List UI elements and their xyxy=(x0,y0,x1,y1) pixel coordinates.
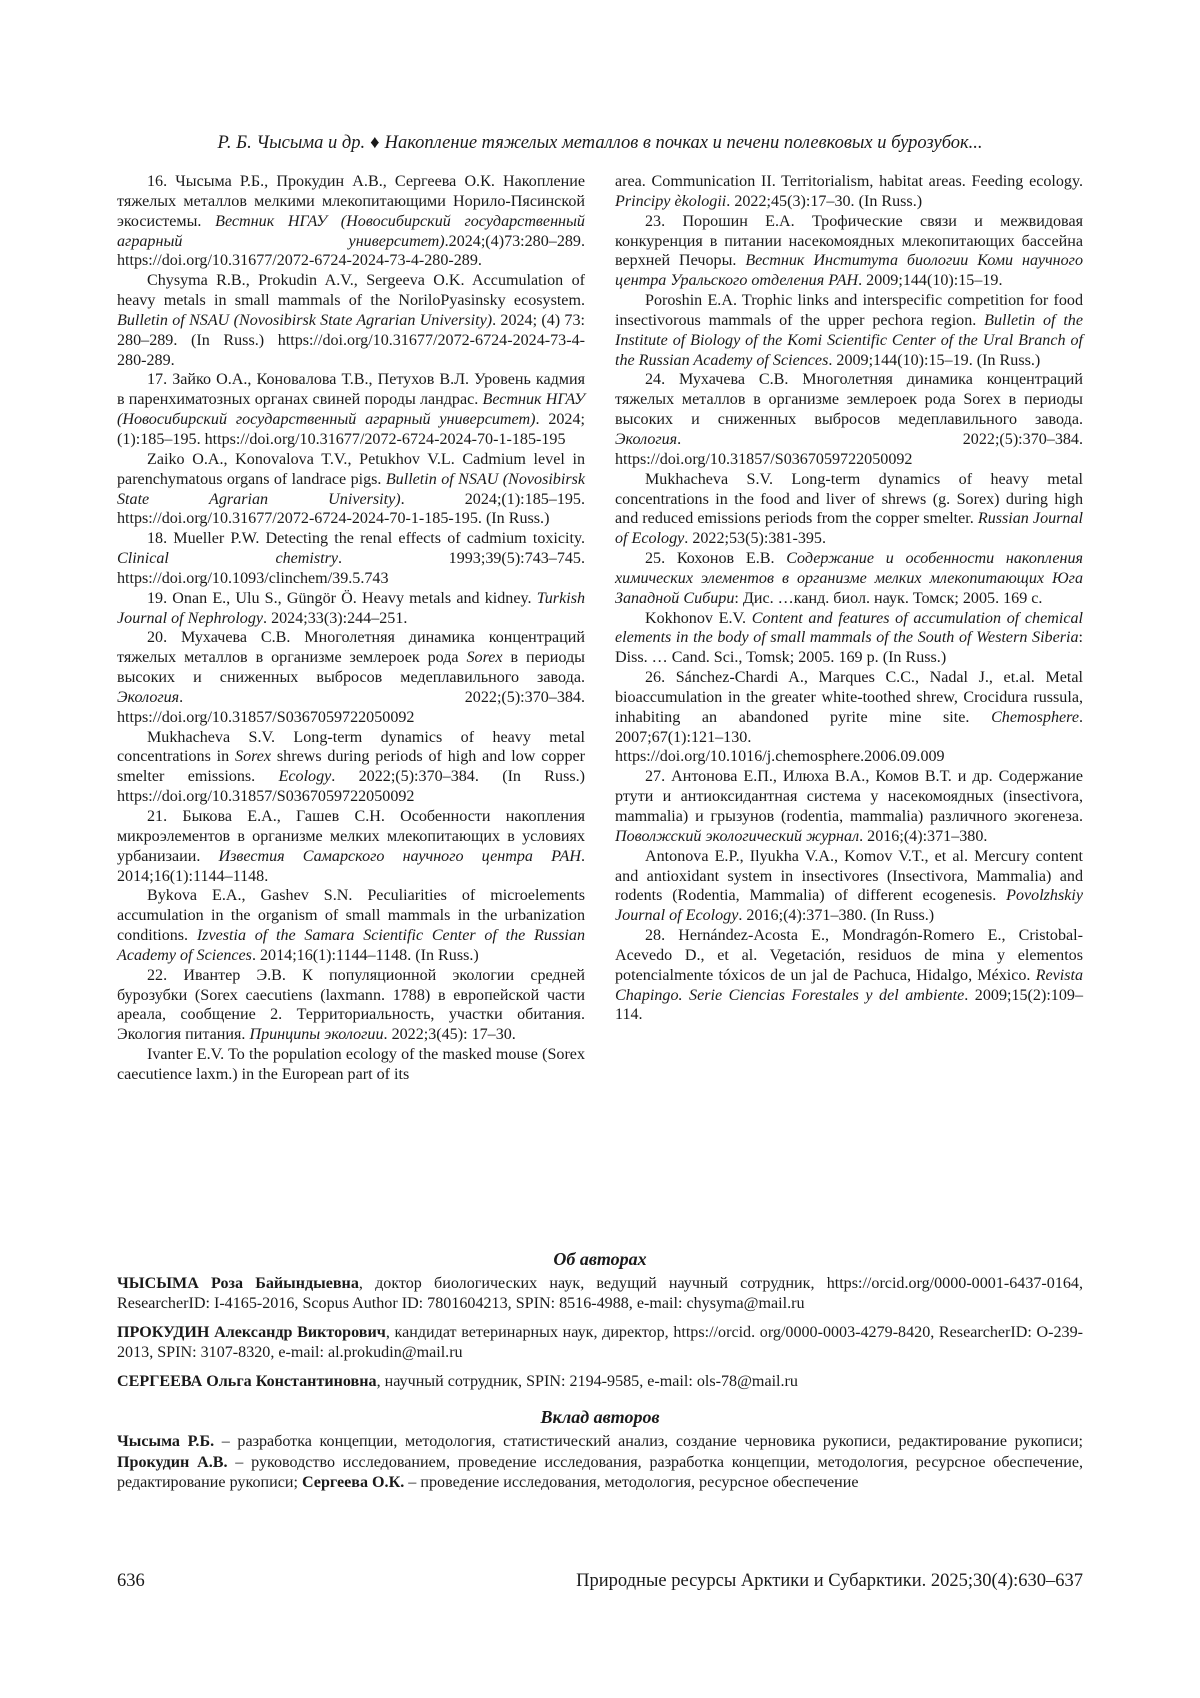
reference-text: . 2014;16(1):1144–1148. xyxy=(117,847,585,885)
contributor-name: Чысыма Р.Б. xyxy=(117,1433,215,1450)
author-contributions-text xyxy=(117,1432,1083,1494)
page-number: 636 xyxy=(117,1571,145,1591)
running-head-authors: Р. Б. Чысыма и др. xyxy=(217,133,366,153)
reference-entry xyxy=(615,470,1083,549)
reference-entry xyxy=(615,609,1083,669)
reference-text: . 2024;(1):185–195. https://doi.org/10.31677/2072-6724-2024-70-1-185-195 xyxy=(117,411,585,448)
reference-text: Zaiko O.A., Konovalova T.V., Petukhov V.L. Cadmium level in parenchymatous organs of landrace pigs. xyxy=(117,450,585,488)
reference-text: 28. Hernández-Acosta E., Mondragón-Romero E., Cristobal-Acevedo D., et al. Vegetación, residuos de mina y elementos potencialmente tóxicos de un jal de Pachuca, Hidalgo, México. xyxy=(615,927,1083,984)
reference-text: 17. Зайко О.А., Коновалова Т.В., Петухов В.Л. Уровень кадмия в паренхиматозных органах свиней породы ландрас. xyxy=(117,371,585,409)
contributor-name: Сергеева О.К. xyxy=(301,1474,405,1491)
reference-source-title: Вестник Института биологии Коми научного центра Уральского отделения РАН xyxy=(615,252,1083,290)
reference-text: . 2024;33(3):244–251. xyxy=(263,609,408,627)
reference-entry xyxy=(615,847,1083,926)
author-details: , доктор биологических наук, ведущий научный сотрудник, https://orcid.org/0000-0001-6437-0164, ResearcherID: I-4165-2016, Scopus Author ID: 7801604213, SPIN: 8516-4988, e-mail: chysyma@mail.ru xyxy=(117,1275,1083,1312)
reference-entry xyxy=(117,450,585,529)
reference-entry xyxy=(117,728,585,807)
about-authors-heading: Об авторах xyxy=(553,1249,647,1269)
reference-source-title: Bulletin of NSAU (Novosibirsk State Agrarian University) xyxy=(117,311,493,329)
reference-text: . 2007;67(1):121–130. https://doi.org/10.1016/j.chemosphere.2006.09.009 xyxy=(615,708,1083,766)
reference-text: . 2009;144(10):15–19. xyxy=(858,272,1003,290)
reference-text: : Дис. …канд. биол. наук. Томск; 2005. 169 с. xyxy=(734,589,1043,607)
author-entry xyxy=(117,1274,1083,1314)
reference-source-title: Bulletin of the Institute of Biology of the Komi Scientific Center of the Ural Branch of the Russian Academy of Sciences xyxy=(615,311,1083,369)
reference-entry xyxy=(117,628,585,727)
reference-text: 26. Sánchez-Chardi A., Marques C.C., Nadal J., et.al. Metal bioaccumulation in the greater white-toothed shrew, Crocidura russula, inhabiting an abandoned pyrite mine site. xyxy=(615,669,1083,726)
reference-text: . 2014;16(1):1144–1148. (In Russ.) xyxy=(251,946,479,964)
reference-text: 23. Порошин Е.А. Трофические связи и межвидовая конкуренция в питании насекомоядных млекопитающих бассейна верхней Печоры. xyxy=(615,212,1083,270)
reference-text: .2024;(4)73:280–289. https://doi.org/10.31677/2072-6724-2024-73-4-280-289. xyxy=(117,232,585,270)
reference-text: 24. Мухачева С.В. Многолетняя динамика концентраций тяжелых металлов в организме землероек рода Sorex в периоды высоких и сниженных выбросов медеплавильного завода. xyxy=(615,371,1083,429)
author-name: ЧЫСЫМА Роза Байындыевна xyxy=(117,1275,359,1292)
reference-text: Mukhacheva S.V. Long-term dynamics of heavy metal concentrations in the food and liver of shrews (g. Sorex) during high and reduced emissions periods from the copper smelter. xyxy=(615,470,1083,528)
reference-source-title: Izvestia of the Samara Scientific Center of the Russian Academy of Sciences xyxy=(117,927,585,964)
reference-entry xyxy=(117,370,585,449)
reference-text: . 2022;(5):370–384. (In Russ.) https://doi.org/10.31857/S0367059722050092 xyxy=(117,768,585,806)
reference-source-title: Поволжский экологический журнал xyxy=(615,827,860,845)
reference-entry xyxy=(117,886,585,965)
diamond-separator-icon: ♦ xyxy=(370,133,380,153)
reference-entry xyxy=(615,172,1083,212)
contribution-description: – проведение исследования, методология, ресурсное обеспечение xyxy=(404,1474,859,1491)
reference-source-title: Chemosphere xyxy=(991,708,1079,726)
reference-text: . 2009;144(10):15–19. (In Russ.) xyxy=(828,351,1041,369)
reference-entry xyxy=(615,549,1083,609)
reference-text: . 2022;3(45): 17–30. xyxy=(383,1026,516,1044)
reference-source-title: Вестник НГАУ (Новосибирский государственный аграрный университет) xyxy=(117,391,585,429)
reference-text: 22. Ивантер Э.В. К популяционной экологии средней бурозубки (Sorex caecutiens (laxmann. 1788) в европейской части ареала, сообщение 2. Территориальность, участки обитания. Экология питания. xyxy=(117,966,585,1044)
reference-source-title: Povolzhskiy Journal of Ecology xyxy=(615,887,1083,925)
reference-text: . 2022;(5):370–384. https://doi.org/10.31857/S0367059722050092 xyxy=(615,430,1083,468)
author-entry xyxy=(117,1323,1083,1363)
reference-text: 20. Мухачева С.В. Многолетняя динамика концентраций тяжелых металлов в организме землероек рода xyxy=(117,629,585,667)
author-contributions-section xyxy=(117,1406,1083,1494)
reference-entry xyxy=(117,589,585,629)
reference-entry xyxy=(615,668,1083,767)
reference-text: в периоды высоких и сниженных выбросов медеплавильного завода. xyxy=(117,649,585,687)
references-left-column xyxy=(117,172,585,1085)
contribution-description: – разработка концепции, методология, статистический анализ, создание черновика рукописи, редактирование рукописи; xyxy=(214,1433,1084,1450)
reference-entry xyxy=(615,291,1083,370)
contributor-name: Прокудин А.В. xyxy=(117,1453,228,1471)
reference-source-title: Principy èkologii xyxy=(615,192,727,210)
reference-text: 21. Быкова Е.А., Гашев С.Н. Особенности накопления микроэлементов в организме мелких млекопитающих в условиях урбанизаии. xyxy=(117,808,585,865)
reference-text: 18. Mueller P.W. Detecting the renal effects of cadmium toxicity. xyxy=(147,530,585,548)
reference-source-title: Sorex xyxy=(466,649,503,667)
reference-source-title: Экология xyxy=(117,688,180,706)
reference-text: Mukhacheva S.V. Long-term dynamics of heavy metal concentrations in xyxy=(117,728,585,766)
author-name: СЕРГЕЕВА Ольга Константиновна xyxy=(117,1373,377,1390)
author-name: ПРОКУДИН Александр Викторович xyxy=(117,1324,386,1341)
reference-text: area. Communication II. Territorialism, habitat areas. Feeding ecology. xyxy=(615,173,1083,190)
reference-text: Bykova E.A., Gashev S.N. Peculiarities of microelements accumulation in the organism of small mammals in the urbanization conditions. xyxy=(117,887,585,945)
reference-text: . 2022;53(5):381-395. xyxy=(684,530,826,548)
author-details: , научный сотрудник, SPIN: 2194-9585, e-mail: ols-78@mail.ru xyxy=(376,1373,798,1390)
reference-entry xyxy=(615,767,1083,846)
reference-text: . 1993;39(5):743–745. https://doi.org/10.1093/clinchem/39.5.743 xyxy=(117,550,585,587)
reference-text: . 2024;(1):185–195. https://doi.org/10.31677/2072-6724-2024-70-1-185-195. (In Russ.) xyxy=(117,490,586,528)
reference-source-title: Clinical chemistry xyxy=(117,550,339,568)
reference-source-title: Известия Самарского научного центра РАН xyxy=(218,847,581,865)
reference-entry xyxy=(615,926,1083,1025)
author-entry xyxy=(117,1372,1083,1392)
reference-text: Poroshin E.A. Trophic links and interspecific competition for food insectivorous mammals of the upper pechora region. xyxy=(615,292,1083,329)
reference-text: 27. Антонова Е.П., Илюха В.А., Комов В.Т. и др. Содержание ртути и антиоксидантная система у насекомоядных (insectivora, mammalia) и грызунов (rodentia, mammalia) различного экогенеза. xyxy=(615,768,1083,825)
reference-source-title: Ecology xyxy=(278,768,332,786)
reference-source-title: Turkish Journal of Nephrology xyxy=(117,589,585,627)
reference-source-title: Bulletin of NSAU (Novosibirsk State Agrarian University) xyxy=(117,470,585,508)
reference-text: . 2022;45(3):17–30. (In Russ.) xyxy=(726,192,923,210)
reference-text: . 2022;(5):370–384. https://doi.org/10.31857/S0367059722050092 xyxy=(117,688,585,726)
reference-entry xyxy=(117,529,585,589)
author-details: , кандидат ветеринарных наук, директор, https://orcid. org/0000-0003-4279-8420, ResearcherID: O-239-2013, SPIN: 3107-8320, e-mail: al.prokudin@mail.ru xyxy=(117,1324,1083,1361)
reference-text: Ivanter E.V. To the population ecology of the masked mouse (Sorex caecutience laxm.) in the European part of its xyxy=(117,1046,585,1083)
reference-text: . 2016;(4):371–380. (In Russ.) xyxy=(738,907,935,925)
reference-text: . 2016;(4):371–380. xyxy=(859,827,988,845)
reference-source-title: Content and features of accumulation of chemical elements in the body of small mammals of the South of Western Siberia xyxy=(615,609,1083,647)
reference-text: 19. Onan E., Ulu S., Güngör Ö. Heavy metals and kidney. xyxy=(147,589,537,607)
reference-text: shrews during periods of high and low copper smelter emissions. xyxy=(117,748,585,786)
reference-text: : Diss. … Cand. Sci., Tomsk; 2005. 169 p. (In Russ.) xyxy=(615,629,1083,667)
reference-source-title: Вестник НГАУ (Новосибирский государственный аграрный университет) xyxy=(117,212,585,250)
running-head-title: Накопление тяжелых металлов в почках и печени полевковых и бурозубок... xyxy=(384,133,983,153)
contribution-description: – руководство исследованием, проведение исследования, разработка концепции, методология, ресурсное обеспечение, редактирование рукописи; xyxy=(117,1453,1083,1491)
running-head xyxy=(117,132,1083,154)
reference-source-title: Russian Journal of Ecology xyxy=(615,510,1083,548)
reference-entry xyxy=(117,966,585,1045)
reference-text: Antonova E.P., Ilyukha V.A., Komov V.T., et al. Mercury content and antioxidant system in insectivores (Insectivora, Mammalia) and rodents (Rodentia, Mammalia) of different ecogenesis. xyxy=(615,847,1083,905)
reference-text: 16. Чысыма Р.Б., Прокудин А.В., Сергеева О.К. Накопление тяжелых металлов мелкими млекопитающими Норило-Пясинской экосистемы. xyxy=(117,173,585,230)
reference-entry xyxy=(117,271,585,370)
reference-entry xyxy=(117,172,585,271)
reference-entry xyxy=(117,807,585,886)
reference-source-title: Экология xyxy=(615,430,678,448)
reference-source-title: Revista Chapingo. Serie Ciencias Forestales y del ambiente xyxy=(615,966,1083,1004)
reference-text: Kokhonov E.V. xyxy=(645,609,752,627)
journal-citation: Природные ресурсы Арктики и Субарктики. 2025;30(4):630–637 xyxy=(576,1571,1083,1591)
reference-entry xyxy=(117,1045,585,1085)
reference-text: . 2024; (4) 73: 280–289. (In Russ.) https://doi.org/10.31677/2072-6724-2024-73-4-280-289. xyxy=(117,311,585,369)
reference-text: Chysyma R.B., Prokudin A.V., Sergeeva O.K. Accumulation of heavy metals in small mammals of the NoriloPyasinsky ecosystem. xyxy=(117,272,585,310)
about-authors-section xyxy=(117,1248,1083,1392)
author-contributions-heading: Вклад авторов xyxy=(540,1407,660,1427)
reference-entry xyxy=(615,370,1083,469)
reference-source-title: Принципы экологии xyxy=(249,1026,384,1044)
reference-source-title: Содержание и особенности накопления химических элементов в организме мелких млекопитающих Юга Западной Сибири xyxy=(615,550,1083,607)
reference-entry xyxy=(615,212,1083,291)
reference-source-title: Sorex xyxy=(235,748,272,766)
references-right-column xyxy=(615,172,1083,1025)
reference-text: . 2009;15(2):109–114. xyxy=(615,986,1083,1024)
reference-text: 25. Кохонов Е.В. xyxy=(645,550,787,568)
